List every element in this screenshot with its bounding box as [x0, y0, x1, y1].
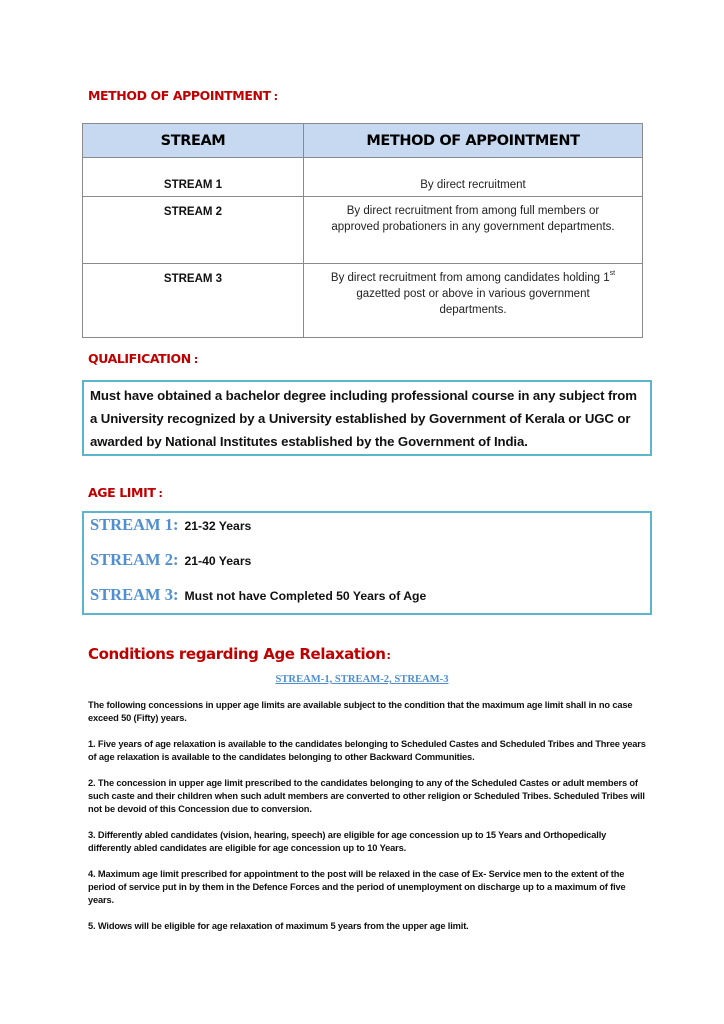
table-row [83, 158, 643, 197]
age-value: Must not have Completed 50 Years of Age [184, 589, 427, 603]
age-value: 21-32 Years [184, 519, 252, 533]
age-value: 21-40 Years [184, 554, 252, 568]
age-limit-row [90, 548, 644, 583]
stream-cell: STREAM 2 [83, 197, 304, 264]
method-text-line: approved probationers in any government departments. [331, 221, 615, 233]
method-text-line: By direct recruitment from among full members or [346, 205, 600, 217]
table-row [83, 264, 643, 338]
age-limit-heading [88, 485, 162, 500]
heading-colon: : [273, 90, 278, 103]
relaxation-point-3: 3. Differently abled candidates (vision, hearing, speech) are eligible for age concession up to 15 Years and Orthopedically differently abled candidates are eligible for age concession up to 10 Years. [88, 830, 607, 853]
age-limit-row [90, 513, 644, 548]
column-header-method: METHOD OF APPOINTMENT [304, 124, 643, 158]
table-header-row [83, 124, 643, 158]
heading-colon: : [158, 487, 163, 500]
stream-cell: STREAM 1 [83, 158, 304, 197]
streams-subheading: STREAM-1, STREAM-2, STREAM-3 [275, 674, 449, 685]
method-cell [304, 264, 643, 338]
method-text: By direct recruitment from among candidates holding 1 [330, 272, 610, 284]
method-text: gazetted post or above in various government departments. [356, 288, 590, 316]
heading-colon: : [193, 353, 198, 366]
qualification-box [82, 380, 652, 456]
method-cell: By direct recruitment [304, 158, 643, 197]
method-of-appointment-heading [88, 88, 278, 103]
qualification-text: Must have obtained a bachelor degree including professional course in any subject from a University recognized by a University established by Government of Kerala or UGC or awarded by National Institutes established by the Government of India. [90, 388, 637, 449]
relaxation-point-1: 1. Five years of age relaxation is available to the candidates belonging to Scheduled Castes and Scheduled Tribes and Three years of age relaxation is available to the candidates belonging to other Backward Communities. [88, 739, 646, 762]
superscript: st [609, 270, 616, 277]
heading-text: QUALIFICATION [88, 351, 191, 366]
heading-text: METHOD OF APPOINTMENT [88, 88, 271, 103]
stream-label: STREAM 1: [90, 515, 179, 534]
relaxation-point-5: 5. Widows will be eligible for age relaxation of maximum 5 years from the upper age limit. [88, 921, 469, 931]
stream-cell: STREAM 3 [83, 264, 304, 338]
method-of-appointment-table [82, 123, 643, 338]
stream-label: STREAM 2: [90, 550, 179, 569]
relaxation-point-4: 4. Maximum age limit prescribed for appointment to the post will be relaxed in the case of Ex- Service men to the extent of the period of service put in by them in the Defence Forces and the period of unemployment on discharge up to a maximum of five years. [88, 869, 626, 905]
table-row [83, 197, 643, 264]
relaxation-intro: The following concessions in upper age limits are available subject to the condition that the maximum age limit shall in no case exceed 50 (Fifty) years. [88, 700, 633, 723]
method-cell [304, 197, 643, 264]
age-relaxation-heading [88, 645, 391, 663]
relaxation-point-2: 2. The concession in upper age limit prescribed to the candidates belonging to any of the Scheduled Castes or adult members of such caste and their children when such adult members are converted to other religion or Scheduled Tribes. Scheduled Tribes will not be devoid of this Concession due to conversion. [88, 778, 645, 814]
age-limit-box [82, 511, 652, 615]
column-header-stream: STREAM [83, 124, 304, 158]
qualification-heading [88, 351, 198, 366]
age-limit-row [90, 583, 644, 618]
stream-label: STREAM 3: [90, 585, 179, 604]
heading-text: Conditions regarding Age Relaxation [88, 645, 386, 663]
heading-colon: : [386, 649, 391, 662]
heading-text: AGE LIMIT [88, 485, 156, 500]
